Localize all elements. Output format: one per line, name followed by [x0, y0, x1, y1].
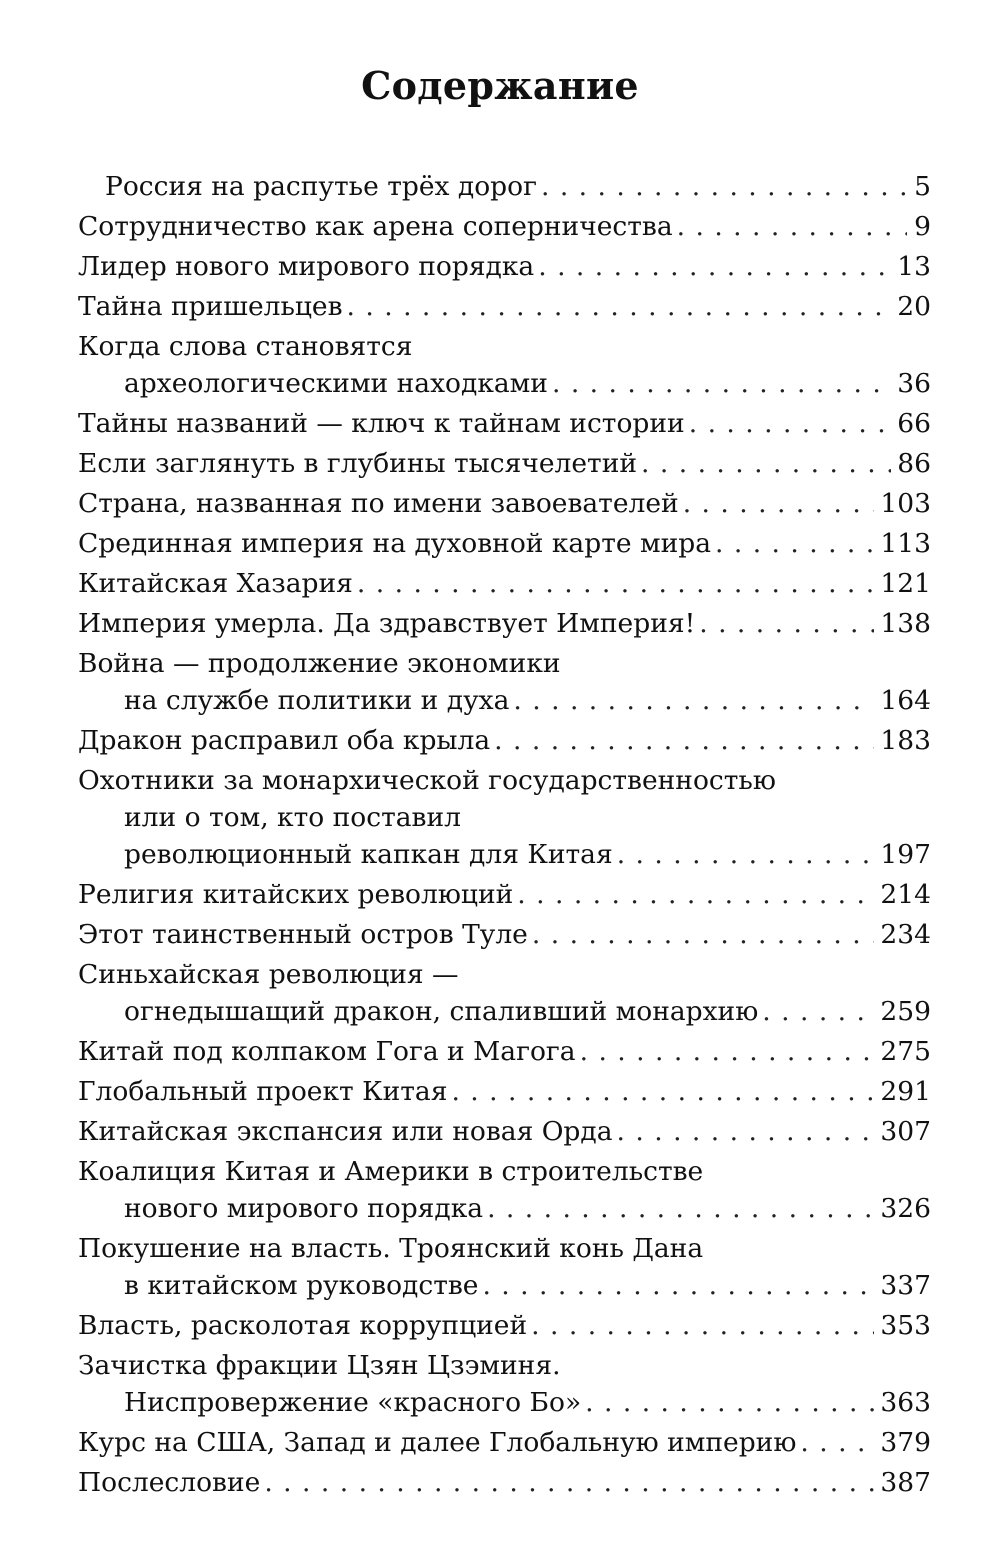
toc-entry-title: Зачистка фракции Цзян Цзэминя.: [78, 1350, 561, 1381]
toc-entry-line: [78, 168, 931, 206]
toc-entry-line: [78, 1230, 931, 1268]
toc-entry: [78, 876, 931, 914]
toc-page-number: 214: [880, 879, 931, 910]
toc-entry-line: [78, 1307, 931, 1345]
toc-entry-title: огнедышащий дракон, спаливший монархию: [124, 996, 759, 1027]
toc-entry-continuation-line: [78, 993, 931, 1031]
toc-page-number: 353: [880, 1310, 931, 1341]
dot-leader: [762, 993, 874, 1031]
toc-entry-title: Тайны названий — ключ к тайнам истории: [78, 408, 685, 439]
toc-page-number: 13: [897, 251, 931, 282]
toc-entry-line: [78, 208, 931, 246]
toc-entry: [78, 762, 931, 874]
toc-entry-line: [78, 445, 931, 483]
dot-leader: [677, 208, 907, 246]
toc-entry-line: [78, 485, 931, 523]
dot-leader: [541, 168, 907, 206]
toc-entry: [78, 1073, 931, 1111]
toc-entry-title: Послесловие: [78, 1467, 261, 1498]
dot-leader: [585, 1384, 874, 1422]
toc-entry-title: Когда слова становятся: [78, 331, 413, 362]
dot-leader: [487, 1190, 874, 1228]
dot-leader: [451, 1073, 874, 1111]
dot-leader: [357, 565, 875, 603]
toc-entry: [78, 916, 931, 954]
toc-page-number: 36: [897, 368, 931, 399]
toc-page-number: 138: [880, 608, 931, 639]
toc-page-number: 337: [880, 1270, 931, 1301]
toc-page-number: 307: [880, 1116, 931, 1147]
toc-page-number: 113: [880, 528, 931, 559]
toc-entry-title: Китайская Хазария: [78, 568, 353, 599]
toc-page-number: 66: [897, 408, 931, 439]
toc-entry-title: Тайна пришельцев: [78, 291, 343, 322]
toc-page-number: 363: [880, 1387, 931, 1418]
toc-entry-title: Китайская экспансия или новая Орда: [78, 1116, 613, 1147]
dot-leader: [264, 1464, 874, 1502]
toc-entry-continuation-line: [78, 1267, 931, 1305]
dot-leader: [494, 722, 874, 760]
dot-leader: [715, 525, 874, 563]
dot-leader: [482, 1267, 874, 1305]
toc-entry-line: [78, 722, 931, 760]
toc-entry-title: Синьхайская революция —: [78, 959, 459, 990]
toc-entry-line: [78, 248, 931, 286]
toc-page-number: 9: [914, 211, 931, 242]
toc-entry-line: [78, 876, 931, 914]
toc-page-number: 86: [897, 448, 931, 479]
toc-entry: [78, 248, 931, 286]
toc-page-number: 275: [880, 1036, 931, 1067]
toc-entry: [78, 168, 931, 206]
toc-entry: [78, 288, 931, 326]
toc-page-number: 103: [880, 488, 931, 519]
toc-page-number: 197: [880, 839, 931, 870]
dot-leader: [800, 1424, 874, 1462]
dot-leader: [689, 405, 892, 443]
toc-entry: [78, 565, 931, 603]
toc-entry-title: Китай под колпаком Гога и Магога: [78, 1036, 576, 1067]
toc-entry-continuation-line: [78, 799, 931, 837]
toc-entry-continuation-line: [78, 682, 931, 720]
toc-entry-continuation-line: [78, 365, 931, 403]
toc-entry: [78, 1113, 931, 1151]
dot-leader: [552, 365, 891, 403]
toc-entry-line: [78, 565, 931, 603]
toc-page-number: 5: [914, 171, 931, 202]
toc-entry: [78, 645, 931, 720]
toc-entry-line: [78, 916, 931, 954]
toc-entry-title: Религия китайских революций: [78, 879, 514, 910]
toc-entry-continuation-line: [78, 836, 931, 874]
toc-entry: [78, 328, 931, 403]
toc-entry: [78, 1153, 931, 1228]
toc-entry-title: Страна, названная по имени завоевателей: [78, 488, 679, 519]
toc-entry: [78, 1230, 931, 1305]
dot-leader: [517, 876, 874, 914]
toc-entry: [78, 208, 931, 246]
toc-entry: [78, 405, 931, 443]
toc-entry-title: нового мирового порядка: [124, 1193, 484, 1224]
toc-entry-title: Ниспровержение «красного Бо»: [124, 1387, 582, 1418]
toc-entry-line: [78, 762, 931, 800]
toc-entry-line: [78, 1347, 931, 1385]
toc-entry-title: Власть, расколотая коррупцией: [78, 1310, 528, 1341]
toc-entry-line: [78, 1033, 931, 1071]
toc-entry: [78, 722, 931, 760]
toc-entry: [78, 525, 931, 563]
dot-leader: [347, 288, 892, 326]
toc-page-number: 121: [880, 568, 931, 599]
toc-entry-continuation-line: [78, 1384, 931, 1422]
toc-entry-line: [78, 1464, 931, 1502]
toc-entry-title: на службе политики и духа: [124, 685, 510, 716]
dot-leader: [532, 916, 875, 954]
toc-page-number: 234: [880, 919, 931, 950]
toc-entry-title: Война — продолжение экономики: [78, 648, 561, 679]
toc-entry-title: Сотрудничество как арена соперничества: [78, 211, 673, 242]
dot-leader: [683, 485, 875, 523]
toc-page-number: 326: [880, 1193, 931, 1224]
dot-leader: [617, 836, 875, 874]
dot-leader: [617, 1113, 875, 1151]
toc-entry-line: [78, 1424, 931, 1462]
toc-entry: [78, 605, 931, 643]
toc-entry-title: революционный капкан для Китая: [124, 839, 613, 870]
toc-entry-line: [78, 525, 931, 563]
toc-entry-title: Покушение на власть. Троянский конь Дана: [78, 1233, 704, 1264]
toc-entry-title: в китайском руководстве: [124, 1270, 479, 1301]
toc-page-number: 379: [880, 1427, 931, 1458]
toc-entry-line: [78, 956, 931, 994]
toc-entry-line: [78, 405, 931, 443]
toc-entry-title: Этот таинственный остров Туле: [78, 919, 528, 950]
toc-entry-continuation-line: [78, 1190, 931, 1228]
toc-page-number: 164: [880, 685, 931, 716]
toc-entry-title: Лидер нового мирового порядка: [78, 251, 535, 282]
toc-entry-line: [78, 328, 931, 366]
toc-entry-line: [78, 1073, 931, 1111]
dot-leader: [531, 1307, 874, 1345]
toc-entry: [78, 1347, 931, 1422]
toc-page-number: 259: [880, 996, 931, 1027]
table-of-contents: [78, 168, 931, 1502]
toc-page-number: 387: [880, 1467, 931, 1498]
dot-leader: [580, 1033, 875, 1071]
toc-entry-line: [78, 1113, 931, 1151]
toc-page-number: 20: [897, 291, 931, 322]
toc-entry-title: археологическими находками: [124, 368, 548, 399]
toc-entry-title: Срединная империя на духовной карте мира: [78, 528, 711, 559]
dot-leader: [641, 445, 891, 483]
toc-entry-line: [78, 645, 931, 683]
toc-entry-title: Россия на распутье трёх дорог: [105, 171, 537, 202]
dot-leader: [513, 682, 874, 720]
toc-entry: [78, 1033, 931, 1071]
dot-leader: [699, 605, 874, 643]
toc-entry-title: Империя умерла. Да здравствует Империя!: [78, 608, 696, 639]
toc-entry: [78, 445, 931, 483]
toc-entry-line: [78, 288, 931, 326]
toc-page-number: 183: [880, 725, 931, 756]
toc-entry: [78, 956, 931, 1031]
toc-entry-title: Дракон расправил оба крыла: [78, 725, 491, 756]
toc-entry-line: [78, 605, 931, 643]
toc-entry-title: Если заглянуть в глубины тысячелетий: [78, 448, 638, 479]
toc-entry: [78, 1464, 931, 1502]
toc-entry-line: [78, 1153, 931, 1191]
dot-leader: [538, 248, 891, 286]
page-title: Содержание: [361, 63, 639, 108]
toc-entry: [78, 485, 931, 523]
toc-page-number: 291: [880, 1076, 931, 1107]
toc-entry: [78, 1424, 931, 1462]
toc-entry-title: Охотники за монархической государственностью: [78, 765, 776, 796]
toc-entry-title: Глобальный проект Китая: [78, 1076, 448, 1107]
toc-entry-title: Курс на США, Запад и далее Глобальную империю: [78, 1427, 797, 1458]
toc-entry-title: или о том, кто поставил: [124, 802, 461, 833]
toc-entry: [78, 1307, 931, 1345]
toc-entry-title: Коалиция Китая и Америки в строительстве: [78, 1156, 704, 1187]
